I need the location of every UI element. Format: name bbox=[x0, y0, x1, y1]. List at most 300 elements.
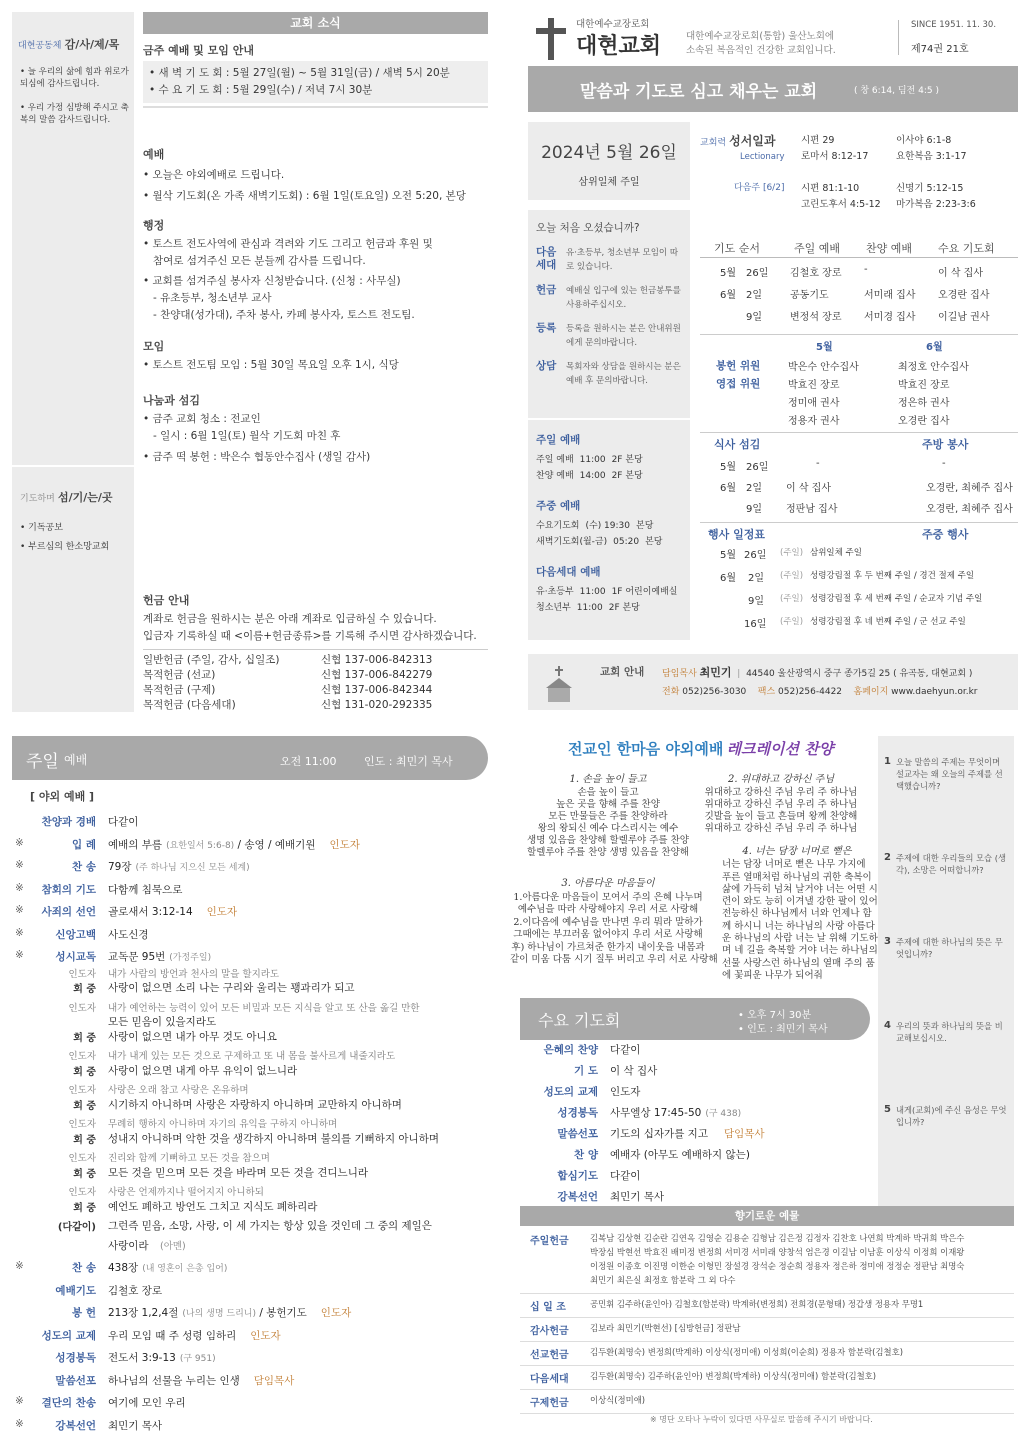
church-name: 대현교회 bbox=[576, 34, 662, 59]
speaker: 회 중 bbox=[73, 1100, 96, 1112]
speaker: 인도자 bbox=[68, 1153, 96, 1164]
speaker: 회 중 bbox=[73, 1032, 96, 1044]
songs bbox=[510, 736, 878, 998]
wednesday-main: 다같이 bbox=[610, 1170, 641, 1182]
service-block bbox=[536, 432, 686, 484]
offering-row bbox=[520, 1320, 1014, 1342]
question-number: 3 bbox=[884, 936, 891, 947]
committee-name: 박효진 장로 bbox=[898, 380, 950, 391]
worship-main: 교독문 95번 bbox=[108, 951, 166, 963]
song-line: 손을 높이 들고 bbox=[577, 787, 639, 798]
lectionary: 교회력 성서일과 Lectionary 시편 29 이사야 6:1-8 로마서 8:12-17 요한복음 3:1-17 다음주 [6/2] 시편 81:1-10 신명기 5:12-15 고린도후서 4:5-12 마가복음 2:23-3:6 bbox=[700, 134, 976, 210]
welcome-value: 목회자와 상담을 원하시는 분은 예배 후 문의바랍니다. bbox=[566, 362, 681, 386]
worship-main: 여기에 모인 우리 bbox=[108, 1397, 186, 1409]
committee-name: 정은하 권사 bbox=[898, 398, 950, 409]
meal-cell: 오경란, 최혜주 집사 bbox=[926, 483, 1013, 494]
worship-main: 예배의 부름 bbox=[108, 838, 163, 851]
duty-cell: 6월 bbox=[720, 290, 737, 301]
speaker: (다같이) bbox=[57, 1222, 96, 1233]
account-row bbox=[143, 683, 488, 698]
church-header: 대한예수교장로회 대현교회 대한예수교장로회(통합) 울산노회에 소속된 복음적인 건강한 교회입니다. SINCE 1951. 11. 30. 제74권 21호 bbox=[528, 14, 1018, 64]
song-title: 2. 위대하고 강하신 주님 bbox=[727, 774, 835, 785]
service-cell: 찬양 예배 bbox=[536, 471, 574, 481]
duty-cell: 변정석 장로 bbox=[790, 312, 842, 323]
duty-header: 기도 순서 bbox=[714, 242, 761, 255]
event-cell: 2일 bbox=[748, 573, 765, 584]
share-title: 나눔과 섬김 bbox=[143, 394, 200, 407]
event-cell: 26일 bbox=[744, 550, 767, 561]
duty-row bbox=[700, 306, 1018, 328]
event-cell: 성령강림절 후 두 번째 주일 / 경건 절제 주일 bbox=[810, 571, 975, 581]
worship-row bbox=[12, 1305, 490, 1325]
admin-title: 행정 bbox=[143, 219, 165, 232]
duty-cell: - bbox=[864, 264, 868, 275]
worship-main: 하나님의 선물을 누리는 인생 bbox=[108, 1374, 240, 1387]
meal-cell: 정판남 집사 bbox=[786, 504, 838, 515]
wednesday-header: 수요 기도회 • 오후 7시 30분 • 인도 : 최민기 목사 bbox=[520, 998, 870, 1040]
prayer-heading: 기도하며 섬/기/는/곳 bbox=[20, 491, 113, 504]
question-number: 5 bbox=[884, 1104, 891, 1115]
duty-cell: 9일 bbox=[746, 312, 763, 323]
wednesday-label: 강복선언 bbox=[557, 1191, 598, 1203]
event-cell: 삼위일체 주일 bbox=[810, 548, 862, 558]
duty-cell: 서미경 집사 bbox=[864, 312, 916, 323]
welcome-key: 상담 bbox=[536, 360, 557, 372]
wednesday-main: 기도의 십자가를 지고 bbox=[610, 1128, 708, 1140]
worship-leader: 인도자 bbox=[206, 906, 238, 918]
wednesday-note: (구 438) bbox=[705, 1109, 742, 1119]
kitchen-title: 주방 봉사 bbox=[922, 438, 969, 451]
speaker: 인도자 bbox=[68, 1085, 96, 1096]
cross-logo bbox=[536, 18, 566, 60]
service-row bbox=[536, 518, 686, 534]
worship-leader: 담임목사 bbox=[253, 1374, 295, 1387]
songs-banner: 전교인 한마음 야외예배 레크레이션 찬양 bbox=[568, 740, 834, 758]
service-cell: 새벽기도회(월-금) bbox=[536, 537, 608, 547]
offering-label: 십 일 조 bbox=[530, 1302, 566, 1313]
responsive-line bbox=[12, 1165, 490, 1182]
worship-label: 사죄의 선언 bbox=[41, 906, 96, 918]
service-cell: 2F 본당 bbox=[608, 603, 640, 613]
song-line: 전능하신 하나님께서 너와 언제나 함 bbox=[722, 908, 872, 920]
song-line: 며 네 길을 축복할 거야 너는 하나님의 bbox=[722, 945, 878, 957]
song-line: 2.이다음에 예수님을 만나면 우리 뭐라 말하가 bbox=[513, 916, 703, 928]
wednesday-main: 인도자 bbox=[610, 1086, 641, 1098]
event-cell: 성령강림절 후 네 번째 주일 / 군 선교 주일 bbox=[810, 617, 966, 627]
committee-name: 박은수 안수집사 bbox=[788, 362, 859, 373]
welcome-value: 등록을 원하시는 분은 안내위원에게 문의바랍니다. bbox=[566, 324, 681, 348]
worship-label: 찬 송 bbox=[72, 1262, 96, 1274]
song-title: 3. 아름다운 마음들이 bbox=[561, 878, 655, 889]
wednesday-text bbox=[610, 1168, 640, 1183]
event-cell: (주일) bbox=[780, 594, 804, 604]
meeting-title: 모임 bbox=[143, 340, 165, 353]
responsive-text: 진리와 함께 기뻐하고 모든 것을 참으며 bbox=[108, 1153, 270, 1164]
worship-text bbox=[108, 837, 360, 852]
wednesday-row bbox=[520, 1084, 870, 1104]
star: ※ bbox=[15, 1395, 24, 1407]
worship-note: (주 하나님 지으신 모든 세계) bbox=[135, 863, 250, 873]
committee-label: 봉헌 위원 bbox=[716, 360, 761, 372]
responsive-text: 사랑은 오래 참고 사랑은 온유하며 bbox=[108, 1085, 249, 1096]
worship-text bbox=[108, 1395, 186, 1410]
duty-header: 찬양 예배 bbox=[866, 242, 913, 255]
wednesday-row bbox=[520, 1147, 870, 1167]
song-line: 할렐루야 주를 찬양 생명 있음을 찬양해 bbox=[527, 847, 689, 858]
worship-leader: 인도자 bbox=[250, 1329, 281, 1342]
wednesday-text bbox=[610, 1126, 765, 1141]
worship-text bbox=[108, 949, 211, 964]
question-item bbox=[884, 756, 1008, 792]
worship-main: 골로새서 3:12-14 bbox=[108, 906, 193, 918]
offering-names: 김두환(최명숙) 변정희(박계하) 이상식(정미애) 이성희(이순희) 정용자 함분락(김철호) bbox=[590, 1347, 903, 1357]
wednesday-main: 이 삭 집사 bbox=[610, 1065, 658, 1077]
speaker: 회 중 bbox=[73, 1066, 96, 1078]
month-head: 5월 bbox=[816, 342, 833, 353]
service-cell: 2F 본당 bbox=[611, 471, 643, 481]
worship-extra: / 송영 / 예배기원 bbox=[234, 838, 316, 851]
committee-name: 박효진 장로 bbox=[788, 380, 840, 391]
worship-main: 전도서 3:9-13 bbox=[108, 1352, 176, 1364]
account-name: 목적헌금 (다음세대) bbox=[143, 699, 236, 711]
wednesday-label: 은혜의 찬양 bbox=[543, 1044, 598, 1056]
worship-header: 주일 예배 오전 11:00 인도 : 최민기 목사 bbox=[12, 736, 488, 780]
offering-row bbox=[520, 1344, 1014, 1366]
offerings-header: 향기로운 예물 bbox=[520, 1206, 1014, 1226]
bulletin-date: 2024년 5월 26일 bbox=[541, 143, 677, 163]
committee-name: 최정호 안수집사 bbox=[898, 362, 969, 373]
committee-name: 정미애 권사 bbox=[788, 398, 840, 409]
duty-roster bbox=[700, 238, 1018, 638]
event-cell: 16일 bbox=[744, 619, 767, 630]
worship-row bbox=[12, 1260, 490, 1280]
responsive-line bbox=[12, 1199, 490, 1216]
banner: 말씀과 기도로 심고 채우는 교회 ( 창 6:14, 딤전 4:5 ) bbox=[528, 66, 1018, 112]
account-row bbox=[143, 698, 488, 713]
account-row bbox=[143, 653, 488, 668]
event-cell: (주일) bbox=[780, 617, 804, 627]
offering-names: 박장심 박현선 박효진 배미정 변정희 서미경 서미래 양창석 엄은경 이길남 이남훈 이상식 이정희 이재왕 bbox=[590, 1247, 965, 1257]
event-cell: 5월 bbox=[720, 550, 737, 561]
account-row bbox=[143, 668, 488, 683]
song-line: 푸른 열매처럼 하나님의 귀한 축복이 bbox=[722, 871, 872, 883]
worship-row bbox=[12, 1395, 490, 1415]
worship-row bbox=[12, 1350, 490, 1370]
worship-main: 우리 모임 때 주 성령 임하리 bbox=[108, 1329, 237, 1342]
worship-row bbox=[12, 837, 490, 857]
responsive-text: 사랑은 언제까지나 떨어지지 아니하되 bbox=[108, 1187, 264, 1198]
worship-text bbox=[108, 904, 237, 919]
worship-label: 찬 송 bbox=[72, 861, 96, 873]
worship-row bbox=[12, 814, 490, 834]
worship-label: 성경봉독 bbox=[55, 1352, 96, 1364]
worship-label: 찬양과 경배 bbox=[41, 816, 96, 828]
amen: (아멘) bbox=[160, 1240, 186, 1252]
question-item bbox=[884, 1020, 1008, 1044]
service-row bbox=[536, 452, 686, 468]
speaker: 인도자 bbox=[68, 1002, 96, 1014]
worship-row bbox=[12, 1373, 490, 1393]
church-news: 교회 소식 금주 예배 및 모임 안내 • 새 벽 기 도 회 : 5월 27일(월) ~ 5월 31일(금) / 새벽 5시 20분 • 수 요 기 도 회 : 5월 29일(수) / 저녁 7시 30분 예배 • 오늘은 야외예배로 드립니다. • 월삭 기도회(온 가족 새벽기도회) : 6월 1일(토요일) 오전 5:20, 본당 행정 • 토스트 전도사역에 관심과 격려와 기도 그리고 헌금과 후원 및 참여로 섬겨주신 모든 분들께 감사를 드립니다. • 교회를 섬겨주실 봉사자 신청받습니다. (신청 : 사무실) - 유초등부, 청소년부 교사 - 찬양대(성가대), 주차 봉사, 카페 봉사자, 토스트 전도팀. 모임 • 토스트 전도팀 모임 : 5월 30일 목요일 오후 1시, 식당 나눔과 섬김 • 금주 교회 청소 : 전교인 - 일시 : 6월 1일(토) 월삭 기도회 마친 후 • 금주 떡 봉헌 : 박은수 협동안수집사 (생일 감사) 헌금 안내 계좌로 헌금을 원하시는 분은 아래 계좌로 입금하실 수 있습니다. 입금자 기록하실 때 <이름+헌금종류>를 기록해 주시면 감사하겠습니다. 일반헌금 (주일, 감사, 십일조) 신협 137-006-842313 목적헌금 (선교) 신협 137-006-842279 목적헌금 (구제) 신협 137-006-842344 목적헌금 (다음세대) 신협 131-020-292335 bbox=[143, 12, 488, 712]
offering-names: 이정원 이종호 이진명 이한순 이형민 장설경 장석순 정순희 정용자 정은하 정미애 정정순 정판남 최명숙 bbox=[590, 1261, 965, 1271]
worship-note: (가정주일) bbox=[169, 953, 212, 963]
star: ※ bbox=[15, 881, 24, 894]
worship-note: (요한일서 5:6-8) bbox=[166, 840, 235, 851]
duty-cell: 오경란 집사 bbox=[938, 290, 990, 301]
worship-note: (나의 생명 드리니) bbox=[182, 1309, 256, 1319]
song-line: 너는 담장 너머로 뻗은 나무 가지에 bbox=[722, 859, 866, 871]
song-line: 위대하고 강하신 주님 우리 주 하나님 bbox=[704, 787, 858, 798]
responsive-line bbox=[12, 1063, 490, 1080]
wednesday-leader: 담임목사 bbox=[723, 1128, 765, 1140]
song-line: 깃발을 높이 들고 흔들며 왕께 찬양해 bbox=[704, 811, 858, 822]
worship-main: 다함께 침묵으로 bbox=[108, 883, 183, 896]
worship-label: 결단의 찬송 bbox=[41, 1397, 96, 1409]
offering-row bbox=[520, 1392, 1014, 1414]
responsive-line bbox=[12, 1218, 490, 1235]
duty-row bbox=[700, 284, 1018, 306]
worship-row bbox=[12, 1418, 490, 1438]
prayer-item: • 부르심의 한소망교회 bbox=[20, 542, 110, 552]
responsive-text: 모든 것을 믿으며 모든 것을 바라며 모든 것을 견디느니라 bbox=[108, 1166, 368, 1179]
star: ※ bbox=[15, 904, 24, 916]
worship-main: 213장 1,2,4절 bbox=[108, 1307, 179, 1319]
offering-row bbox=[520, 1296, 1014, 1318]
song-line: 삶에 가득히 넘쳐 날거야 너는 어떤 시 bbox=[722, 883, 878, 895]
offering-title: 헌금 안내 bbox=[143, 594, 190, 607]
responsive-text: 성내지 아니하며 악한 것을 생각하지 아니하며 불의를 기뻐하지 아니하며 bbox=[108, 1132, 439, 1145]
worship-note: (구 951) bbox=[179, 1354, 216, 1364]
responsive-text: 내가 내게 있는 모든 것으로 구제하고 또 내 몸을 불사르게 내줄지라도 bbox=[108, 1051, 396, 1062]
speaker: 회 중 bbox=[73, 1134, 96, 1146]
song-line: 왕의 왕되신 예수 다스리시는 예수 bbox=[537, 823, 679, 834]
worship-row bbox=[12, 859, 490, 879]
offerings-note: ※ 명단 오타나 누락이 있다면 사무실로 말씀해 주시기 바랍니다. bbox=[650, 1415, 873, 1424]
welcome-item bbox=[536, 246, 686, 284]
service-cell: 수요기도회 bbox=[536, 521, 580, 531]
star: ※ bbox=[15, 926, 24, 939]
offering-label: 구제헌금 bbox=[530, 1398, 569, 1409]
meal-cell: 이 삭 집사 bbox=[786, 483, 831, 494]
worship-text bbox=[108, 927, 149, 942]
wednesday-main: 다같이 bbox=[610, 1044, 641, 1056]
footer-label: 교회 안내 bbox=[600, 666, 645, 678]
homepage-link[interactable]: www.daehyun.or.kr bbox=[891, 687, 978, 697]
wednesday-text bbox=[610, 1189, 664, 1204]
offering-row bbox=[520, 1230, 1014, 1294]
account-name: 목적헌금 (구제) bbox=[143, 684, 216, 696]
worship-label: 성시교독 bbox=[55, 951, 96, 963]
offering-label: 선교헌금 bbox=[530, 1350, 569, 1361]
worship-label: 예배기도 bbox=[55, 1284, 96, 1297]
star: ※ bbox=[15, 836, 24, 849]
account-number: 신협 137-006-842313 bbox=[321, 654, 433, 666]
responsive-line bbox=[12, 1029, 490, 1046]
offering-names: 최민기 최은실 최정호 함분락 그 외 다수 bbox=[590, 1275, 736, 1285]
speaker: 회 중 bbox=[73, 1168, 96, 1180]
date-block: 2024년 5월 26일 삼위일체 주일 bbox=[528, 122, 690, 200]
offering-names: 공민휘 김주하(윤인아) 김철호(함분락) 박계하(변정희) 전희경(문형태) 정갑생 정용자 무명1 bbox=[590, 1299, 924, 1309]
responsive-text: 모든 믿음이 있을지라도 bbox=[108, 1016, 217, 1028]
responsive-text: 시기하지 아니하며 사랑은 자랑하지 아니하며 교만하지 아니하며 bbox=[108, 1098, 402, 1111]
committee-name: 오경란 집사 bbox=[898, 416, 950, 427]
responsive-text: 사랑이라 bbox=[108, 1239, 149, 1252]
service-row bbox=[536, 600, 686, 616]
song-line: 예수님을 따라 사랑해야지 우리 서로 사랑해 bbox=[517, 904, 699, 915]
star: ※ bbox=[15, 859, 24, 871]
worship-text bbox=[108, 859, 250, 874]
song-line: 운 하나님의 사람 너는 날 위해 기도하 bbox=[722, 933, 878, 945]
worship-text bbox=[108, 814, 138, 829]
meal-cell: 6월 bbox=[720, 483, 737, 494]
wednesday-row bbox=[520, 1105, 870, 1125]
worship-main: 438장 bbox=[108, 1262, 139, 1274]
wednesday-row bbox=[520, 1063, 870, 1083]
speaker: 회 중 bbox=[73, 1202, 96, 1214]
footer-info: 교회 안내 담임목사 최민기 | 44540 울산광역시 중구 종가5길 25 ( 유곡동, 대현교회 ) 전화 052)256-3030 팩스 052)256-4422 홈페이지 www.daehyun.or.kr bbox=[528, 654, 1018, 710]
question-text: 내게(교회)에 주신 음성은 무엇입니까? bbox=[896, 1105, 1007, 1127]
worship-text bbox=[108, 1350, 216, 1365]
welcome-title: 오늘 처음 오셨습니까? bbox=[536, 222, 640, 234]
service-cell: 본당 bbox=[636, 521, 654, 531]
duty-header: 주일 예배 bbox=[794, 242, 841, 255]
worship-main: 다같이 bbox=[108, 816, 139, 828]
welcome-key: 다음세대 bbox=[536, 246, 557, 271]
question-item bbox=[884, 1104, 1008, 1128]
worship-row bbox=[12, 1328, 490, 1348]
responsive-line bbox=[12, 1238, 490, 1255]
offering-names: 이상식(정미애) bbox=[590, 1395, 646, 1405]
meal-cell: 2일 bbox=[746, 483, 763, 494]
info-sidebar bbox=[528, 210, 690, 640]
committee-label: 영접 위원 bbox=[716, 378, 761, 390]
song-title: 4. 너는 담장 너머로 뻗은 bbox=[742, 846, 852, 857]
question-item bbox=[884, 852, 1008, 876]
wednesday-text bbox=[610, 1084, 640, 1099]
worship-note: (내 영혼이 은총 입어) bbox=[142, 1264, 228, 1274]
service-title: 주일 예배 bbox=[536, 434, 581, 446]
worship-label: 성도의 교제 bbox=[41, 1329, 96, 1342]
speaker: 인도자 bbox=[68, 1119, 96, 1130]
worship-main: 79장 bbox=[108, 861, 132, 873]
speaker: 회 중 bbox=[73, 984, 96, 995]
duty-cell: 서미래 집사 bbox=[864, 290, 916, 301]
account-number: 신협 137-006-842279 bbox=[321, 669, 433, 681]
event-cell: (주일) bbox=[780, 571, 804, 581]
welcome-value: 예배실 입구에 있는 헌금봉투를 사용하주십시오. bbox=[566, 286, 681, 310]
duty-cell: 26일 bbox=[746, 268, 769, 279]
worship-text bbox=[108, 1260, 227, 1275]
question-text: 주제에 대한 하나님의 뜻은 무엇입니까? bbox=[896, 937, 1003, 959]
wednesday-label: 기 도 bbox=[574, 1065, 598, 1077]
wednesday-label: 말씀선포 bbox=[557, 1128, 598, 1140]
worship-extra: / 봉헌기도 bbox=[256, 1307, 307, 1319]
service-cell: 주일 예배 bbox=[536, 455, 574, 465]
responsive-text: 사랑이 없으면 소리 나는 구리와 울리는 꽹과리가 되고 bbox=[108, 982, 355, 994]
worship-row bbox=[12, 882, 490, 902]
meal-cell: 오경란, 최혜주 집사 bbox=[926, 504, 1013, 515]
star: ※ bbox=[15, 1260, 24, 1272]
thanks-item: • 우리 가정 심방해 주시고 축복의 말씀 감사드립니다. bbox=[20, 103, 129, 125]
worship-label: 말씀선포 bbox=[55, 1374, 96, 1387]
responsive-text: 내가 사람의 방언과 천사의 말을 할지라도 bbox=[108, 968, 280, 980]
worship-label: 봉 헌 bbox=[72, 1307, 96, 1319]
sunday-worship bbox=[12, 736, 490, 1436]
question-number: 1 bbox=[884, 756, 891, 767]
account-name: 목적헌금 (선교) bbox=[143, 669, 216, 681]
left-sidebar bbox=[12, 12, 134, 712]
wednesday-row bbox=[520, 1168, 870, 1188]
service-block bbox=[536, 564, 686, 616]
offering-row bbox=[520, 1368, 1014, 1390]
star: ※ bbox=[15, 1417, 24, 1430]
account-number: 신협 131-020-292335 bbox=[321, 699, 433, 711]
song-line: 모든 만물들은 주를 찬양하라 bbox=[548, 811, 668, 822]
duty-row bbox=[700, 262, 1018, 284]
song-line: 같이 미움 다툼 시기 질투 버리고 우리 서로 사랑해 bbox=[510, 954, 718, 965]
wednesday-label: 성도의 교제 bbox=[543, 1086, 598, 1098]
song-line: 에 꽃피운 나무가 되어줘 bbox=[722, 969, 823, 981]
worship-text bbox=[108, 1418, 162, 1433]
wednesday-label: 합심기도 bbox=[557, 1170, 598, 1182]
worship-text bbox=[108, 1283, 162, 1298]
offering-label: 감사헌금 bbox=[530, 1326, 569, 1337]
song-line: 그때에는 부끄러움 없어야지 우리 서로 사랑해 bbox=[513, 929, 703, 940]
worship-leader: 인도자 bbox=[329, 838, 360, 851]
questions bbox=[878, 736, 1014, 1206]
song-line: 생명 있음을 찬양해 할렐루야 주를 찬양 bbox=[527, 835, 689, 846]
service-cell: 11:00 bbox=[576, 603, 603, 613]
speaker: 인도자 bbox=[68, 1051, 96, 1062]
event-cell: 성령강림절 후 세 번째 주일 / 순교자 기념 주일 bbox=[810, 594, 983, 604]
worship-label: 강복선언 bbox=[55, 1419, 96, 1432]
news-header: 교회 소식 bbox=[143, 12, 488, 34]
offering-names: 김보라 최민기(박현선) [심방헌금] 정판남 bbox=[590, 1323, 741, 1333]
service-cell: 유·초등부 bbox=[536, 587, 574, 597]
meetings-box: • 새 벽 기 도 회 : 5월 27일(월) ~ 5월 31일(금) / 새벽 5시 20분 • 수 요 기 도 회 : 5월 29일(수) / 저녁 7시 30분 bbox=[143, 61, 488, 103]
wednesday-main: 예배자 (아무도 예배하지 않는) bbox=[610, 1149, 750, 1161]
song-line: 후) 하나님이 가르쳐준 한가지 내이웃을 내몸과 bbox=[511, 941, 705, 953]
wednesday-main: 사무엘상 17:45-50 bbox=[610, 1107, 702, 1119]
worship-main: 김철호 장로 bbox=[108, 1284, 163, 1297]
worship-label: 신앙고백 bbox=[55, 928, 96, 941]
event-cell: (주일) bbox=[780, 548, 804, 558]
responsive-text: 사랑이 없으면 내게 아무 유익이 없느니라 bbox=[108, 1064, 298, 1077]
account-name: 일반헌금 (주일, 감사, 십일조) bbox=[143, 654, 280, 666]
service-block bbox=[536, 498, 686, 550]
responsive-text: 그런즉 믿음, 소망, 사랑, 이 세 가지는 항상 있을 것인데 그 중의 제일은 bbox=[108, 1220, 432, 1232]
responsive-text: 사랑이 없으면 내가 아무 것도 아니요 bbox=[108, 1030, 277, 1043]
speaker: 인도자 bbox=[68, 968, 96, 980]
worship-title: 예배 bbox=[143, 148, 165, 161]
account-list bbox=[143, 653, 488, 713]
events-title: 행사 일정표 bbox=[708, 528, 765, 541]
question-item bbox=[884, 936, 1008, 960]
service-cell: (수) 19:30 bbox=[585, 521, 630, 531]
question-text: 우리의 뜻과 하나님의 뜻을 비교해보십시오. bbox=[896, 1021, 1003, 1043]
service-cell: 1F 어린이예배실 bbox=[611, 587, 678, 597]
responsive-line bbox=[12, 1131, 490, 1148]
service-cell: 청소년부 bbox=[536, 603, 571, 613]
wednesday-text bbox=[610, 1105, 741, 1120]
meal-cell: 26일 bbox=[746, 462, 769, 473]
duty-cell: 이길남 권사 bbox=[938, 312, 990, 323]
meal-cell: - bbox=[942, 458, 946, 469]
speaker: 인도자 bbox=[68, 1187, 96, 1198]
wednesday-label: 성경봉독 bbox=[557, 1107, 598, 1119]
song-line: 1.아름다운 마음들이 모여서 주의 은혜 나누며 bbox=[513, 891, 703, 903]
worship-text bbox=[108, 1373, 294, 1388]
